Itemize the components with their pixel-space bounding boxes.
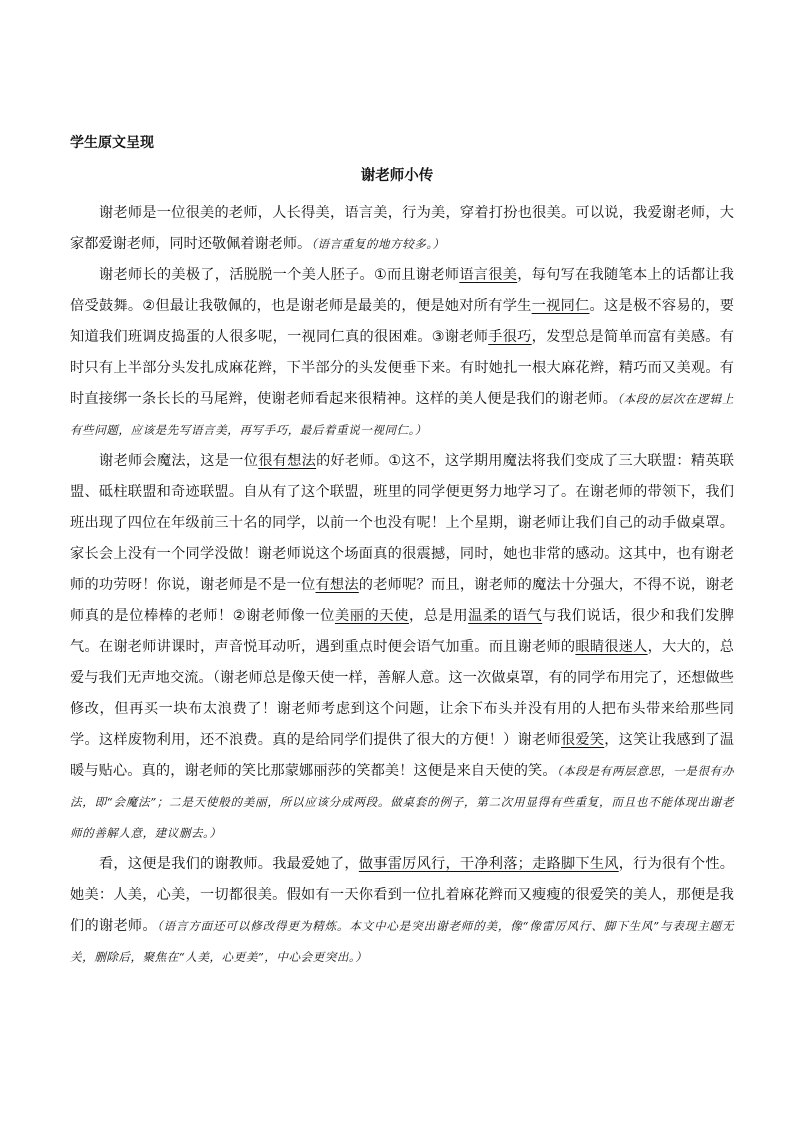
paragraph-text: 看，这便是我们的谢教师。我最爱她了， xyxy=(99,856,359,872)
teacher-comment: （语言方面还可以修改得更为精炼。本文中心是突出谢老师的美，像“像雷厉风行、脚下生风”与表现主题无关，删除后，聚焦在“人美，心更美”，中心会更突出。） xyxy=(70,919,734,964)
underlined-phrase: 做事雷厉风行，干净利落；走路脚下生风 xyxy=(358,856,619,872)
teacher-comment: （语言重复的地方较多。） xyxy=(311,237,445,251)
paragraph-text: ，总是用 xyxy=(408,608,469,624)
paragraph-text: 与我们说话，很少和我们发脾气。在谢老师讲课时，声音悦耳动听，遇到重点时便会语气加重。而且谢老师的 xyxy=(70,608,734,655)
paragraph-4 xyxy=(70,849,734,973)
paragraph-text: ，行为很有个性。她美：人美，心美，一切都很美。假如有一天你看到一位扎着麻花辫而又瘦瘦的很爱笑的美人，那便是我们的谢老师。 xyxy=(70,856,734,934)
essay-title: 谢老师小传 xyxy=(360,168,434,184)
paragraph-2 xyxy=(70,260,734,446)
paragraph-text: 谢老师是一位很美的老师，人长得美，语言美，行为美，穿着打扮也很美。可以说，我爱谢老师，大家都爱谢老师，同时还敬佩着谢老师。 xyxy=(70,205,734,252)
underlined-phrase: 眼睛很迷人 xyxy=(575,639,648,655)
paragraph-text: ，大大的，总爱与我们无声地交流。（谢老师总是像天使一样，善解人意。这一次做桌罩，有的同学布用完了，还想做些修改，但再买一块布太浪费了！谢老师考虑到这个问题，让余下布头并没有用的人把布头带来给那些同学。这样废物利用，还不浪费。真的是给同学们提供了很大的方便！）谢老师 xyxy=(70,639,734,748)
underlined-phrase: 很爱笑 xyxy=(560,732,605,748)
essay-body xyxy=(70,198,734,973)
teacher-comment: （本段的层次在逻辑上有些问题，应该是先写语言美，再写手巧，最后着重说一视同仁。） xyxy=(70,392,734,437)
paragraph-text: 的好老师。①这不，这学期用魔法将我们变成了三大联盟：精英联盟、砥柱联盟和奇迹联盟。自从有了这个联盟，班里的同学便更努力地学习了。在谢老师的带领下，我们班出现了四位在年级前三十名的同学，以前一个也没有呢！上个星期，谢老师让我们自己的动手做桌罩。家长会上没有一个同学没做！谢老师说这个场面真的很震撼，同时，她也非常的感动。这其中，也有谢老师的功劳呀！你说，谢老师是不是一位 xyxy=(70,453,734,593)
underlined-phrase: 手很巧 xyxy=(488,329,532,345)
paragraph-1 xyxy=(70,198,734,260)
underlined-phrase: 语言很美 xyxy=(459,267,518,283)
paragraph-3 xyxy=(70,446,734,849)
paragraph-text: ，每句写在我随笔本上的话都让我倍受鼓舞。②但最让我敬佩的，也是谢老师是最美的，便是她对所有学生 xyxy=(70,267,734,314)
underlined-phrase: 温柔的语气 xyxy=(468,608,543,624)
underlined-phrase: 一视同仁 xyxy=(531,298,590,314)
teacher-comment: （本段是有两层意思，一是很有办法，即“会魔法”；二是天使般的美丽，所以应该分成两段。做桌套的例子，第二次用显得有些重复，而且也不能体现出谢老师的善解人意，建议删去。） xyxy=(70,764,734,840)
paragraph-text: 的老师呢？而且，谢老师的魔法十分强大，不得不说，谢老师真的是位棒棒的老师！②谢老师像一位 xyxy=(70,577,734,624)
underlined-phrase: 很有想法 xyxy=(258,453,317,469)
underlined-phrase: 有想法 xyxy=(315,577,359,593)
paragraph-text: ，这笑让我感到了温暖与贴心。真的，谢老师的笑比那蒙娜丽莎的笑都美！这便是来自天使的笑。 xyxy=(70,732,734,779)
paragraph-text: 谢老师会魔法，这是一位 xyxy=(99,453,259,469)
paragraph-text: 。这是极不容易的，要知道我们班调皮捣蛋的人很多呢，一视同仁真的很困难。③谢老师 xyxy=(70,298,734,345)
paragraph-text: ，发型总是简单而富有美感。有时只有上半部分头发扎成麻花辫，下半部分的头发便垂下来。有时她扎一根大麻花辫，精巧而又美观。有时直接绑一条长长的马尾辫，使谢老师看起来很精神。这样的美人便是我们的谢老师。 xyxy=(70,329,734,407)
paragraph-text: 谢老师长的美极了，活脱脱一个美人胚子。①而且谢老师 xyxy=(99,267,460,283)
section-heading: 学生原文呈现 xyxy=(70,135,154,151)
underlined-phrase: 美丽的天使 xyxy=(334,608,409,624)
